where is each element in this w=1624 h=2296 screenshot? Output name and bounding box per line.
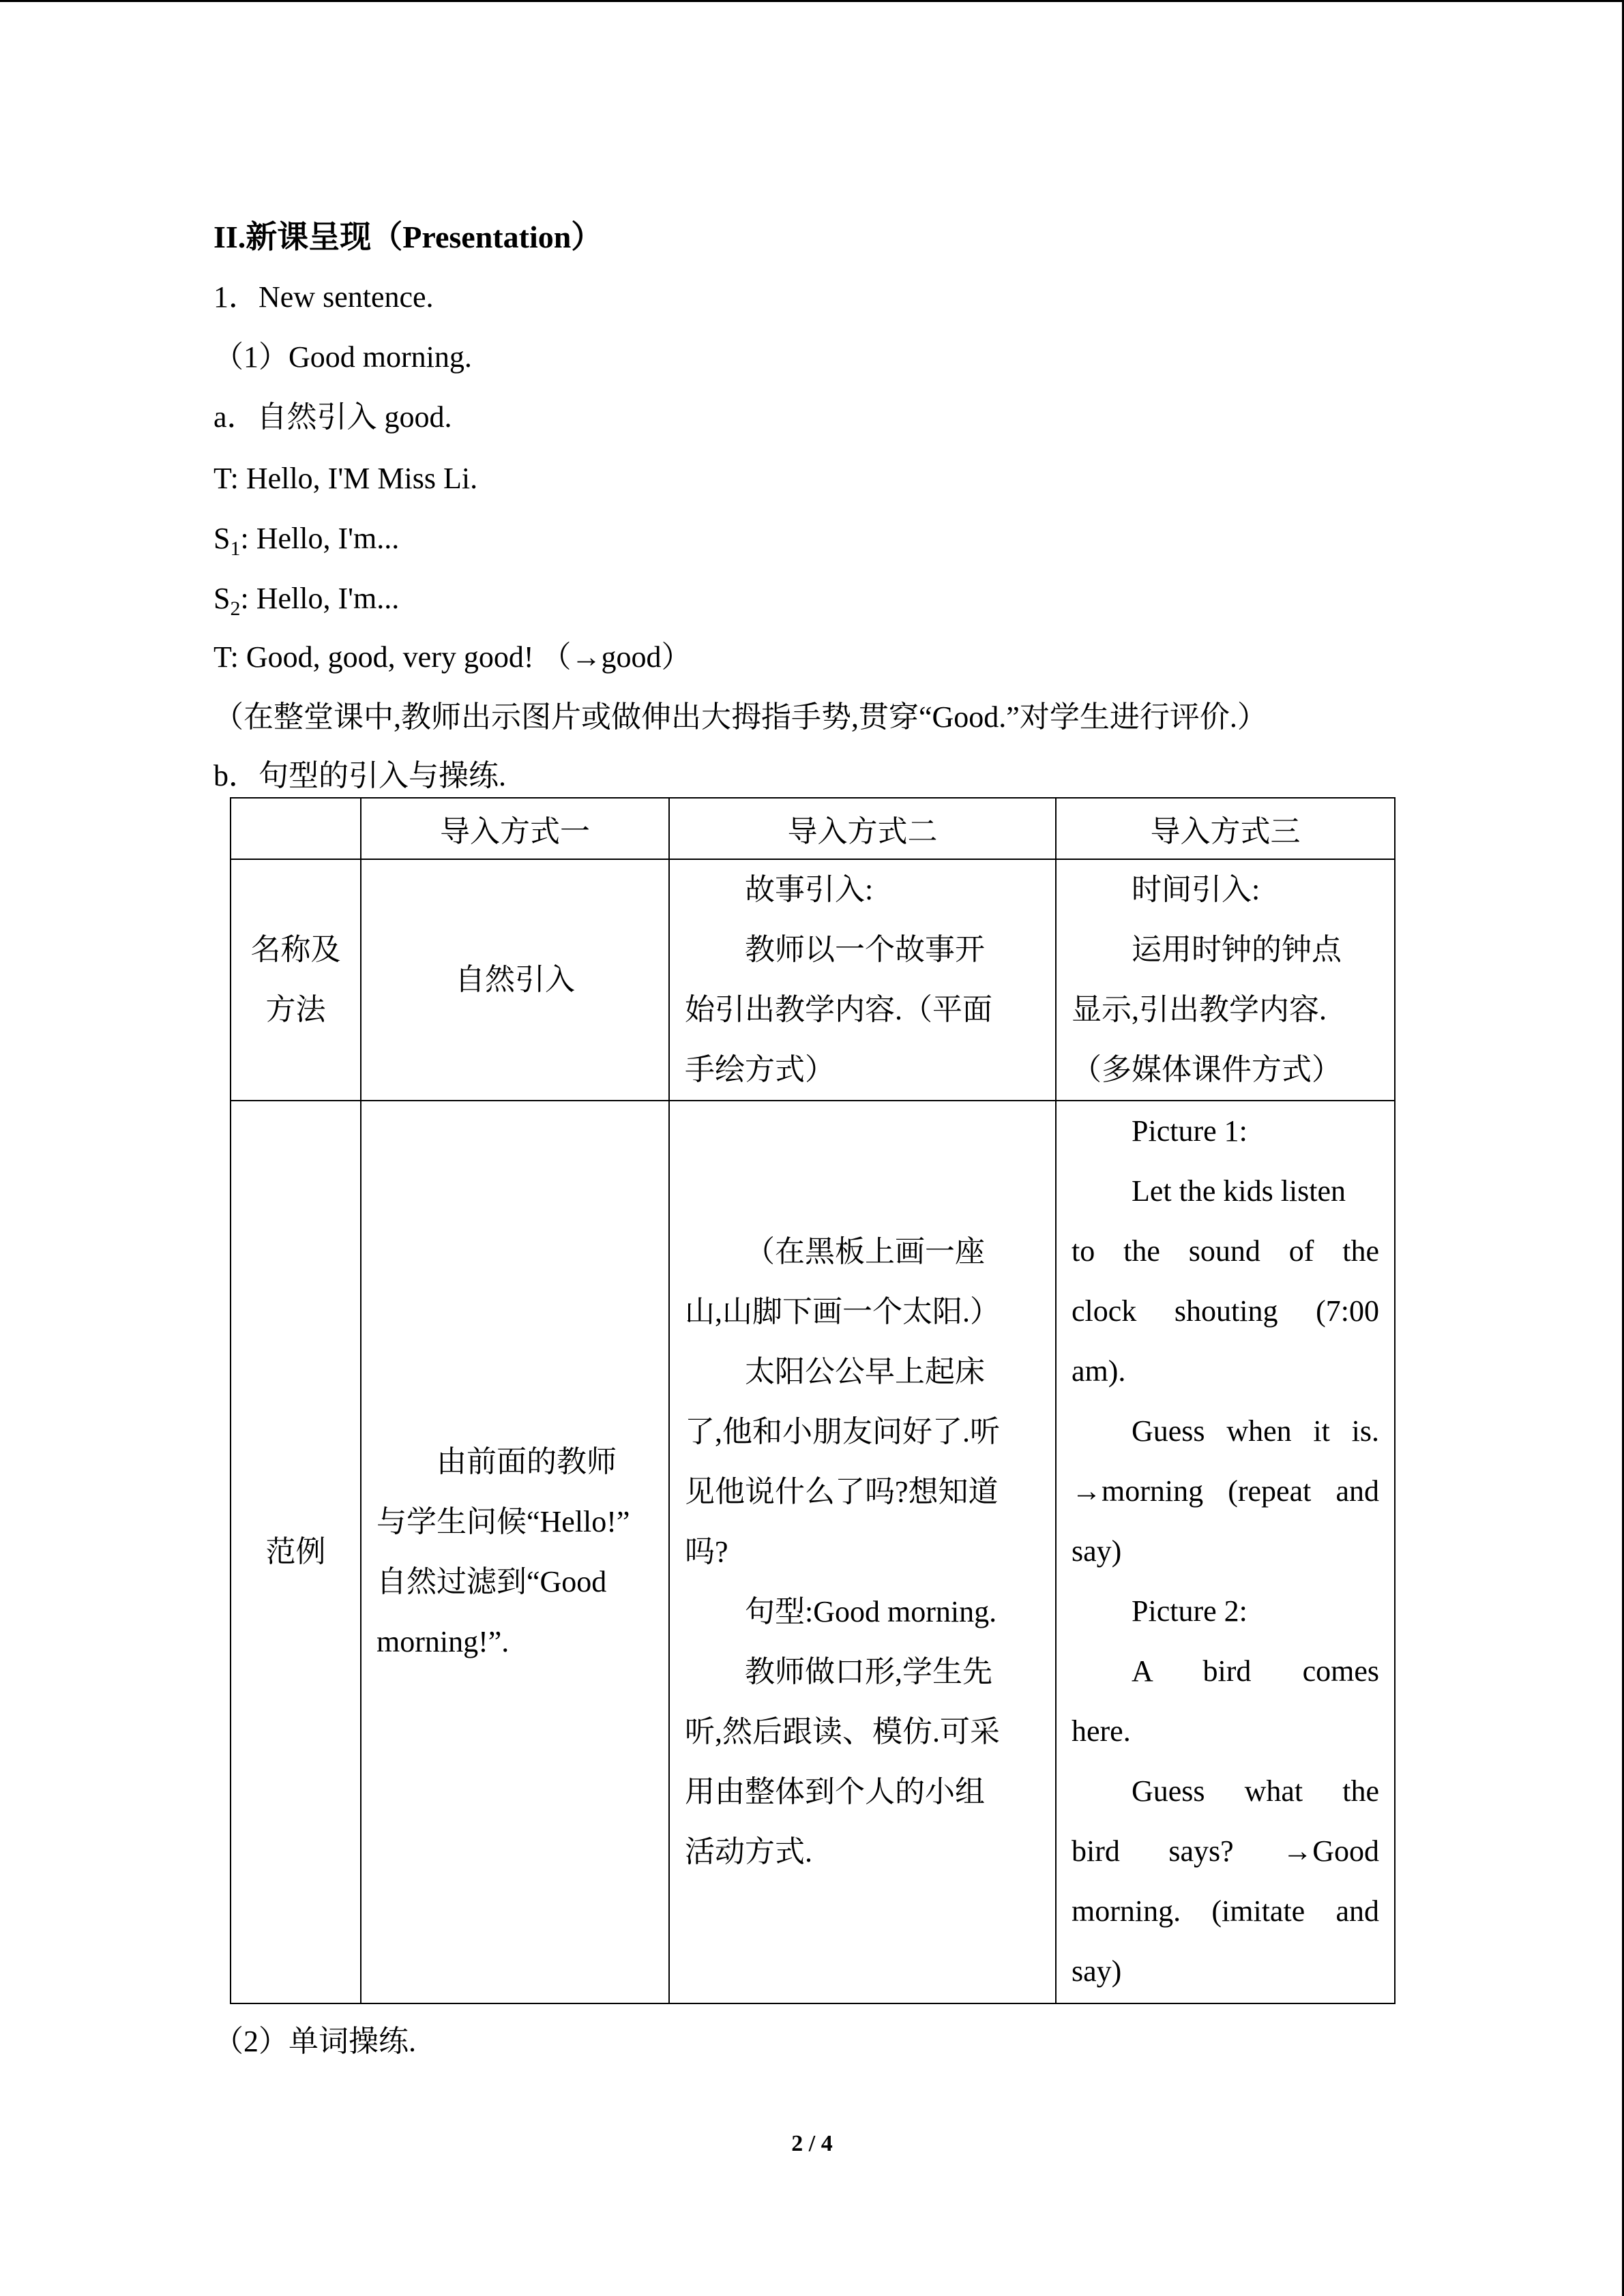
cell-line: 吗? (685, 1535, 728, 1568)
cell-line: 自然过滤到“Good (377, 1565, 607, 1598)
cell-line: 时间引入: (1132, 873, 1260, 906)
header-cell: 导入方式三 (1056, 798, 1395, 859)
page-number: 2 / 4 (791, 2131, 833, 2156)
table-cell (1056, 859, 1395, 1101)
text-line: T: Good, good, very good! （→good） (213, 640, 692, 674)
text-line: T: Hello, I'M Miss Li. (213, 462, 478, 495)
cell-line: Picture 1: (1132, 1114, 1247, 1148)
cell-line: here. (1072, 1714, 1131, 1748)
row-label-line: 名称及 (250, 933, 341, 966)
cell-line: to the sound of the (1072, 1234, 1379, 1268)
cell-line: morning!”. (377, 1625, 510, 1658)
cell-line: 用由整体到个人的小组 (685, 1775, 985, 1808)
cell-line: →morning (repeat and (1072, 1474, 1379, 1508)
table-row (231, 1101, 1395, 2003)
cell-line: 故事引入: (745, 873, 874, 906)
cell-line: （多媒体课件方式） (1072, 1053, 1342, 1086)
cell-line: 活动方式. (685, 1835, 812, 1868)
cell-line: 句型:Good morning. (745, 1595, 997, 1628)
table-row (231, 859, 1395, 1101)
row-label (231, 859, 361, 1101)
cell-line: 了,他和小朋友问好了.听 (685, 1415, 1000, 1448)
top-border (0, 0, 1624, 2)
row-label-line: 方法 (265, 993, 326, 1026)
header-cell: 导入方式二 (669, 798, 1056, 859)
table-header-row (231, 798, 1395, 859)
cell-line: Guess what the (1132, 1774, 1379, 1808)
cell-line: Guess when it is. (1132, 1414, 1379, 1448)
text-line: （2）单词操练. (213, 2025, 416, 2058)
cell-line: say) (1072, 1954, 1122, 1988)
cell-line: am). (1072, 1354, 1126, 1388)
speaker: S (213, 522, 231, 555)
text-line: 1．New sentence. (213, 280, 434, 314)
row-label: 范例 (231, 1101, 361, 2003)
table-cell (1056, 1101, 1395, 2003)
cell-line: （在黑板上画一座 (745, 1235, 985, 1268)
text-line: （1）Good morning. (213, 340, 472, 374)
cell-line: 教师以一个故事开 (745, 933, 985, 966)
cell-line: 始引出教学内容.（平面 (685, 993, 992, 1026)
text-line (213, 518, 399, 569)
table-cell (361, 1101, 669, 2003)
method-table (230, 797, 1396, 2004)
cell-line: 听,然后跟读、模仿.可采 (685, 1715, 1000, 1748)
cell-line: 见他说什么了吗?想知道 (685, 1475, 999, 1508)
cell-line: A bird comes (1132, 1654, 1379, 1688)
speaker: S (213, 582, 231, 615)
cell-line: clock shouting (7:00 (1072, 1294, 1379, 1328)
cell-line: Let the kids listen (1132, 1174, 1346, 1208)
cell-line: 由前面的教师 (437, 1445, 617, 1478)
section-heading: II.新课呈现（Presentation） (213, 220, 603, 254)
speech: : Hello, I'm... (240, 522, 400, 555)
cell-line: bird says? →Good (1072, 1834, 1379, 1868)
speech: : Hello, I'm... (240, 582, 400, 615)
cell-line: 教师做口形,学生先 (745, 1655, 992, 1688)
cell-line: 太阳公公早上起床 (745, 1355, 985, 1388)
text-line: b．句型的引入与操练. (213, 759, 506, 792)
cell-line: morning. (imitate and (1072, 1894, 1379, 1928)
cell-line: 与学生问候“Hello!” (377, 1505, 630, 1538)
table-cell (669, 1101, 1056, 2003)
cell-line: Picture 2: (1132, 1594, 1247, 1628)
cell-line: 山,山脚下画一个太阳.） (685, 1295, 1000, 1328)
speaker-subscript: 1 (230, 537, 241, 560)
speaker-subscript: 2 (230, 597, 241, 620)
cell-line: 运用时钟的钟点 (1132, 933, 1342, 966)
table-cell (669, 859, 1056, 1101)
text-line: a．自然引入 good. (213, 400, 452, 434)
cell-line: 显示,引出教学内容. (1072, 993, 1327, 1026)
text-line: （在整堂课中,教师出示图片或做伸出大拇指手势,贯穿“Good.”对学生进行评价.） (213, 700, 1267, 734)
header-cell (231, 798, 361, 859)
cell-line: 手绘方式） (685, 1053, 835, 1086)
table-cell: 自然引入 (361, 859, 669, 1101)
text-line (213, 578, 399, 629)
header-cell: 导入方式一 (361, 798, 669, 859)
cell-line: say) (1072, 1534, 1122, 1568)
